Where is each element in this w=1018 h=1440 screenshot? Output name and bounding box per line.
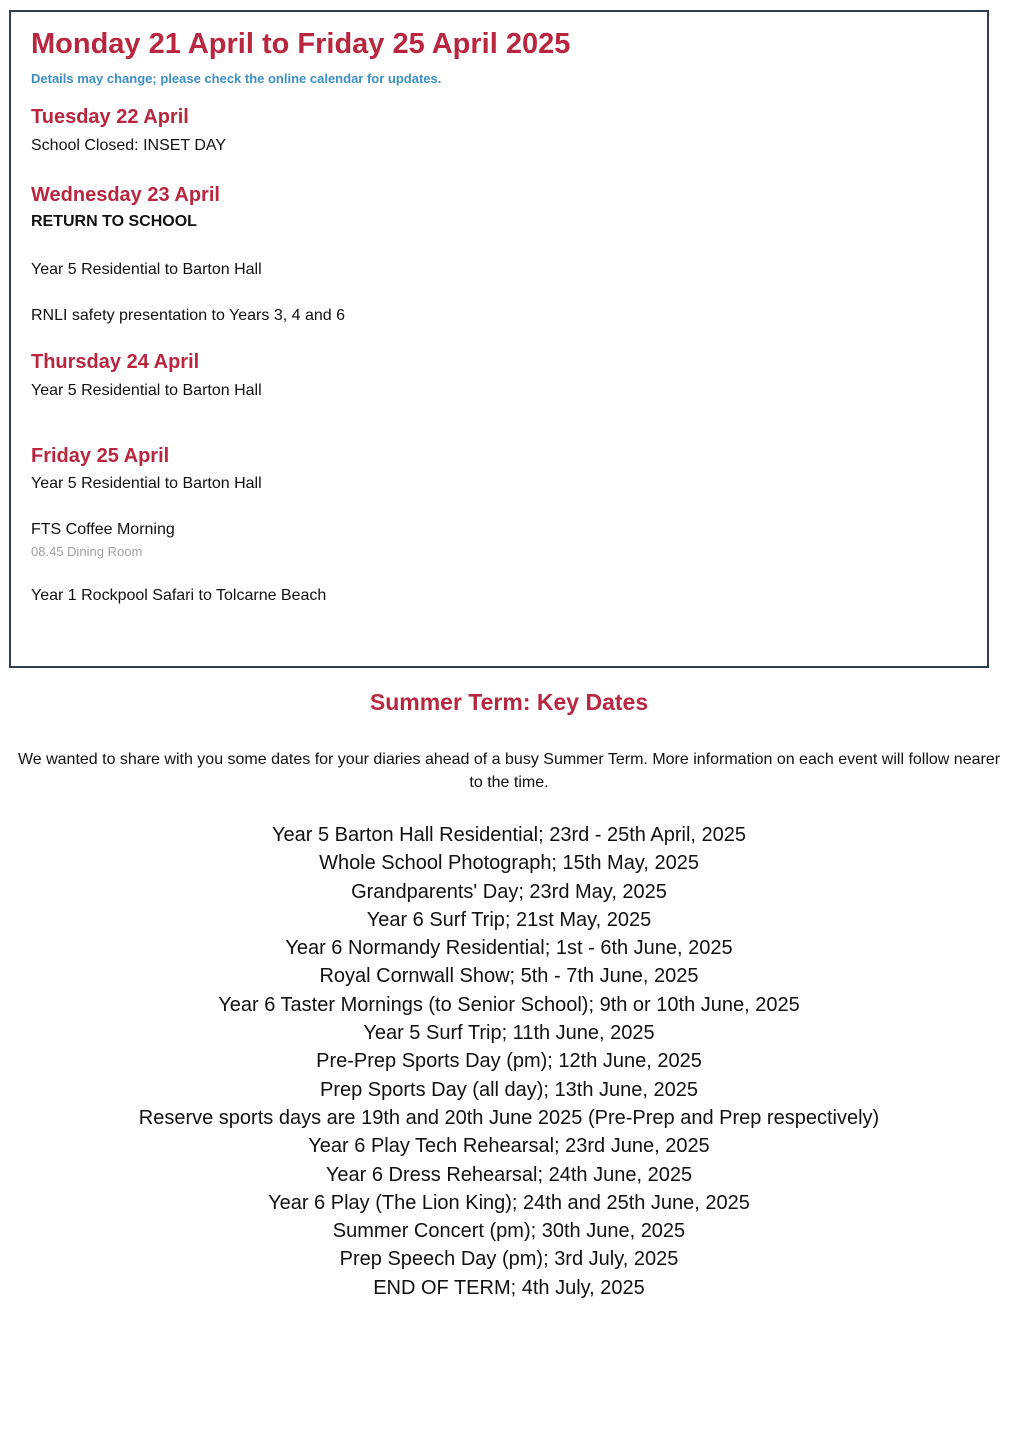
key-dates-list: [0, 821, 1018, 1302]
summer-term-intro: We wanted to share with you some dates for your diaries ahead of a busy Summer Term. More information on each event will follow nearer to the time.: [17, 751, 1001, 791]
event-return-to-school: RETURN TO SCHOOL: [31, 213, 197, 230]
summer-term-title: Summer Term: Key Dates: [369, 689, 649, 715]
key-date-item: Reserve sports days are 19th and 20th June 2025 (Pre-Prep and Prep respectively): [138, 1106, 880, 1129]
day-heading-wednesday: Wednesday 23 April: [31, 184, 220, 206]
event-year5-residential: Year 5 Residential to Barton Hall: [31, 475, 262, 492]
event-year5-residential: Year 5 Residential to Barton Hall: [31, 261, 262, 278]
key-date-item: Year 6 Surf Trip; 21st May, 2025: [366, 908, 652, 931]
key-date-item: Year 5 Barton Hall Residential; 23rd - 25th April, 2025: [272, 824, 746, 846]
day-heading-thursday: Thursday 24 April: [31, 351, 200, 373]
day-heading-friday: Friday 25 April: [31, 445, 170, 467]
key-date-item: Year 6 Normandy Residential; 1st - 6th June, 2025: [285, 937, 733, 960]
key-date-item: Royal Cornwall Show; 5th - 7th June, 2025: [319, 965, 699, 988]
key-date-item: Pre-Prep Sports Day (pm); 12th June, 2025: [316, 1050, 702, 1073]
key-date-item: END OF TERM; 4th July, 2025: [373, 1276, 645, 1299]
key-date-item: Year 5 Surf Trip; 11th June, 2025: [363, 1022, 655, 1045]
key-date-item: Year 6 Dress Rehearsal; 24th June, 2025: [325, 1163, 693, 1186]
event-inset-day: School Closed: INSET DAY: [31, 137, 227, 154]
event-rnli-presentation: RNLI safety presentation to Years 3, 4 and 6: [31, 307, 345, 324]
event-time-location: 08.45 Dining Room: [31, 544, 143, 559]
key-date-item: Summer Concert (pm); 30th June, 2025: [332, 1220, 686, 1243]
weekly-calendar-panel: [9, 10, 989, 668]
week-title: Monday 21 April to Friday 25 April 2025: [31, 28, 571, 60]
event-fts-coffee-morning: FTS Coffee Morning: [31, 521, 175, 538]
calendar-update-note: Details may change; please check the online calendar for updates.: [31, 71, 442, 86]
day-heading-tuesday: Tuesday 22 April: [31, 106, 189, 128]
key-date-item: Grandparents' Day; 23rd May, 2025: [351, 880, 667, 903]
key-date-item: Year 6 Play (The Lion King); 24th and 25th June, 2025: [268, 1191, 750, 1214]
key-date-item: Year 6 Taster Mornings (to Senior School); 9th or 10th June, 2025: [218, 993, 800, 1016]
key-date-item: Year 6 Play Tech Rehearsal; 23rd June, 2025: [308, 1135, 710, 1158]
event-year5-residential: Year 5 Residential to Barton Hall: [31, 382, 262, 399]
key-date-item: Prep Speech Day (pm); 3rd July, 2025: [339, 1248, 679, 1271]
key-date-item: Prep Sports Day (all day); 13th June, 2025: [320, 1078, 698, 1101]
event-rockpool-safari: Year 1 Rockpool Safari to Tolcarne Beach: [31, 587, 327, 604]
key-date-item: Whole School Photograph; 15th May, 2025: [319, 852, 699, 875]
